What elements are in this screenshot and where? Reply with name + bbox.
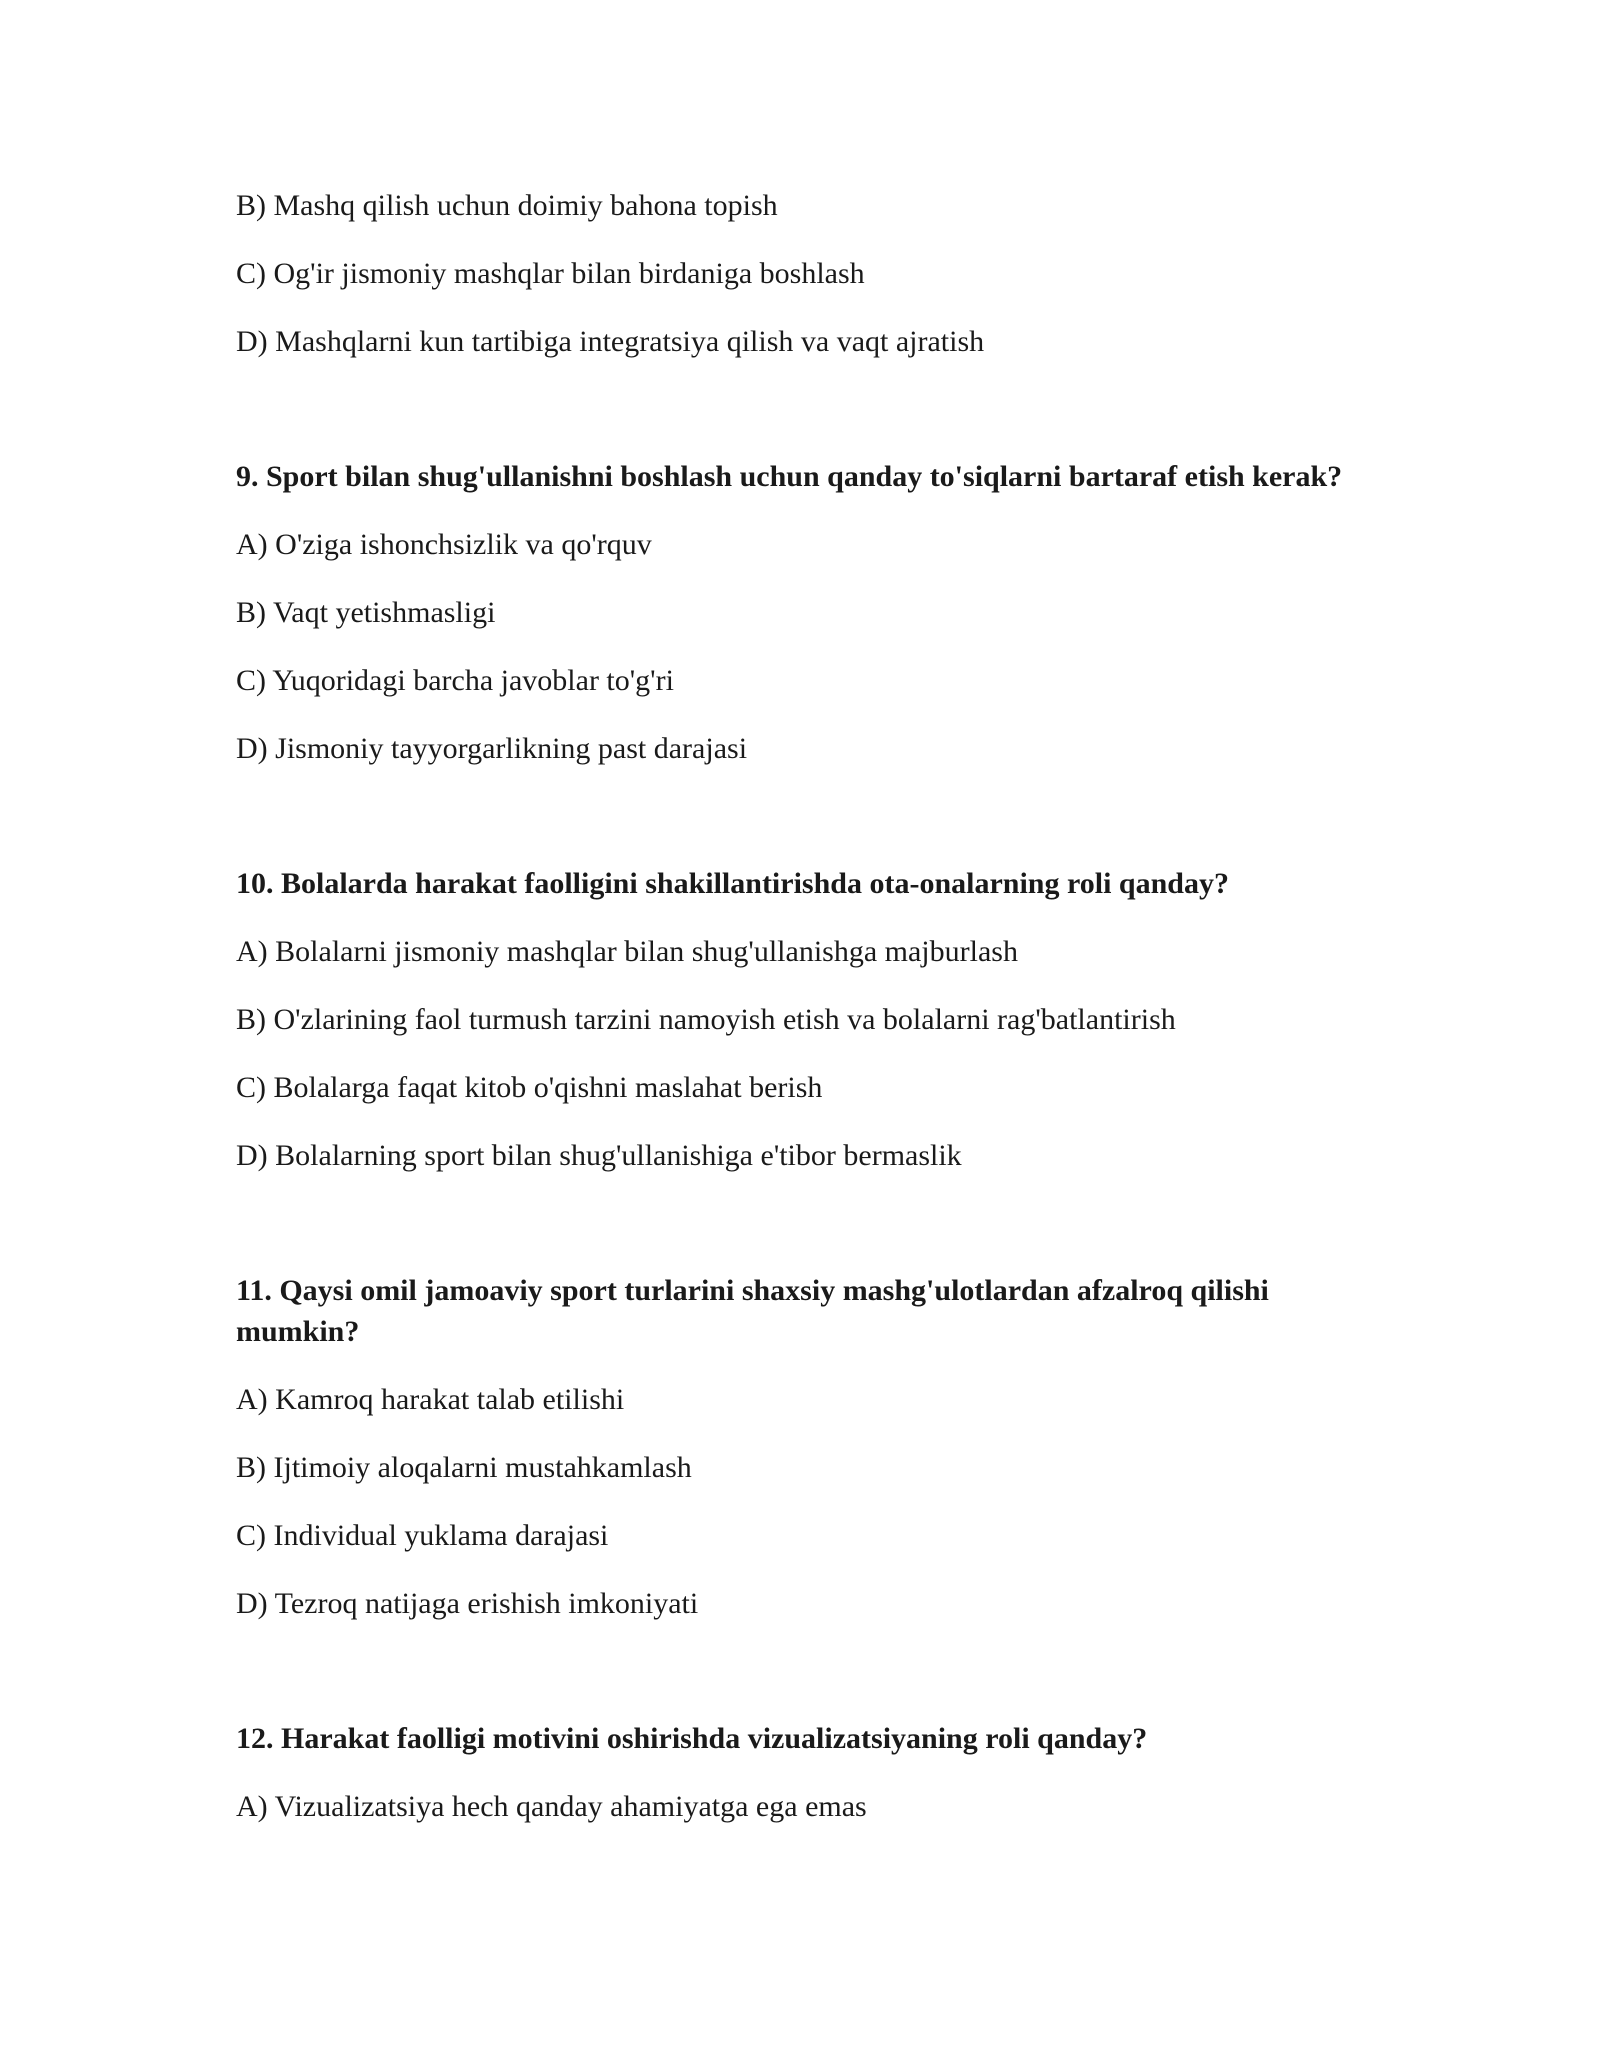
question-text: 11. Qaysi omil jamoaviy sport turlarini shaxsiy mashg'ulotlardan afzalroq qilishi mumkin? [236, 1274, 1269, 1348]
question-block-11 [236, 1270, 1366, 1624]
option: C) Bolalarga faqat kitob o'qishni maslahat berish [236, 1071, 823, 1104]
question-block-12 [236, 1718, 1366, 1827]
option: A) Bolalarni jismoniy mashqlar bilan shug'ullanishga majburlash [236, 935, 1018, 968]
option: C) Yuqoridagi barcha javoblar to'g'ri [236, 664, 674, 697]
option: D) Tezroq natijaga erishish imkoniyati [236, 1587, 699, 1620]
document-page [236, 186, 1366, 1855]
option: A) Kamroq harakat talab etilishi [236, 1383, 625, 1416]
question-block-10 [236, 863, 1366, 1176]
option: B) Ijtimoiy aloqalarni mustahkamlash [236, 1451, 692, 1484]
option: C) Individual yuklama darajasi [236, 1519, 609, 1552]
option: C) Og'ir jismoniy mashqlar bilan birdaniga boshlash [236, 257, 865, 290]
option: D) Mashqlarni kun tartibiga integratsiya qilish va vaqt ajratish [236, 325, 985, 358]
question-block-9 [236, 456, 1366, 769]
continued-options [236, 186, 1366, 362]
option: B) Vaqt yetishmasligi [236, 596, 496, 629]
question-text: 9. Sport bilan shug'ullanishni boshlash uchun qanday to'siqlarni bartaraf etish kerak? [236, 460, 1343, 493]
option: A) Vizualizatsiya hech qanday ahamiyatga ega emas [236, 1790, 867, 1823]
question-text: 10. Bolalarda harakat faolligini shakillantirishda ota-onalarning roli qanday? [236, 867, 1229, 900]
question-text: 12. Harakat faolligi motivini oshirishda vizualizatsiyaning roli qanday? [236, 1722, 1148, 1755]
option: D) Jismoniy tayyorgarlikning past darajasi [236, 732, 748, 765]
option: D) Bolalarning sport bilan shug'ullanishiga e'tibor bermaslik [236, 1139, 962, 1172]
option: B) Mashq qilish uchun doimiy bahona topish [236, 189, 778, 222]
option: B) O'zlarining faol turmush tarzini namoyish etish va bolalarni rag'batlantirish [236, 1003, 1176, 1036]
option: A) O'ziga ishonchsizlik va qo'rquv [236, 528, 652, 561]
